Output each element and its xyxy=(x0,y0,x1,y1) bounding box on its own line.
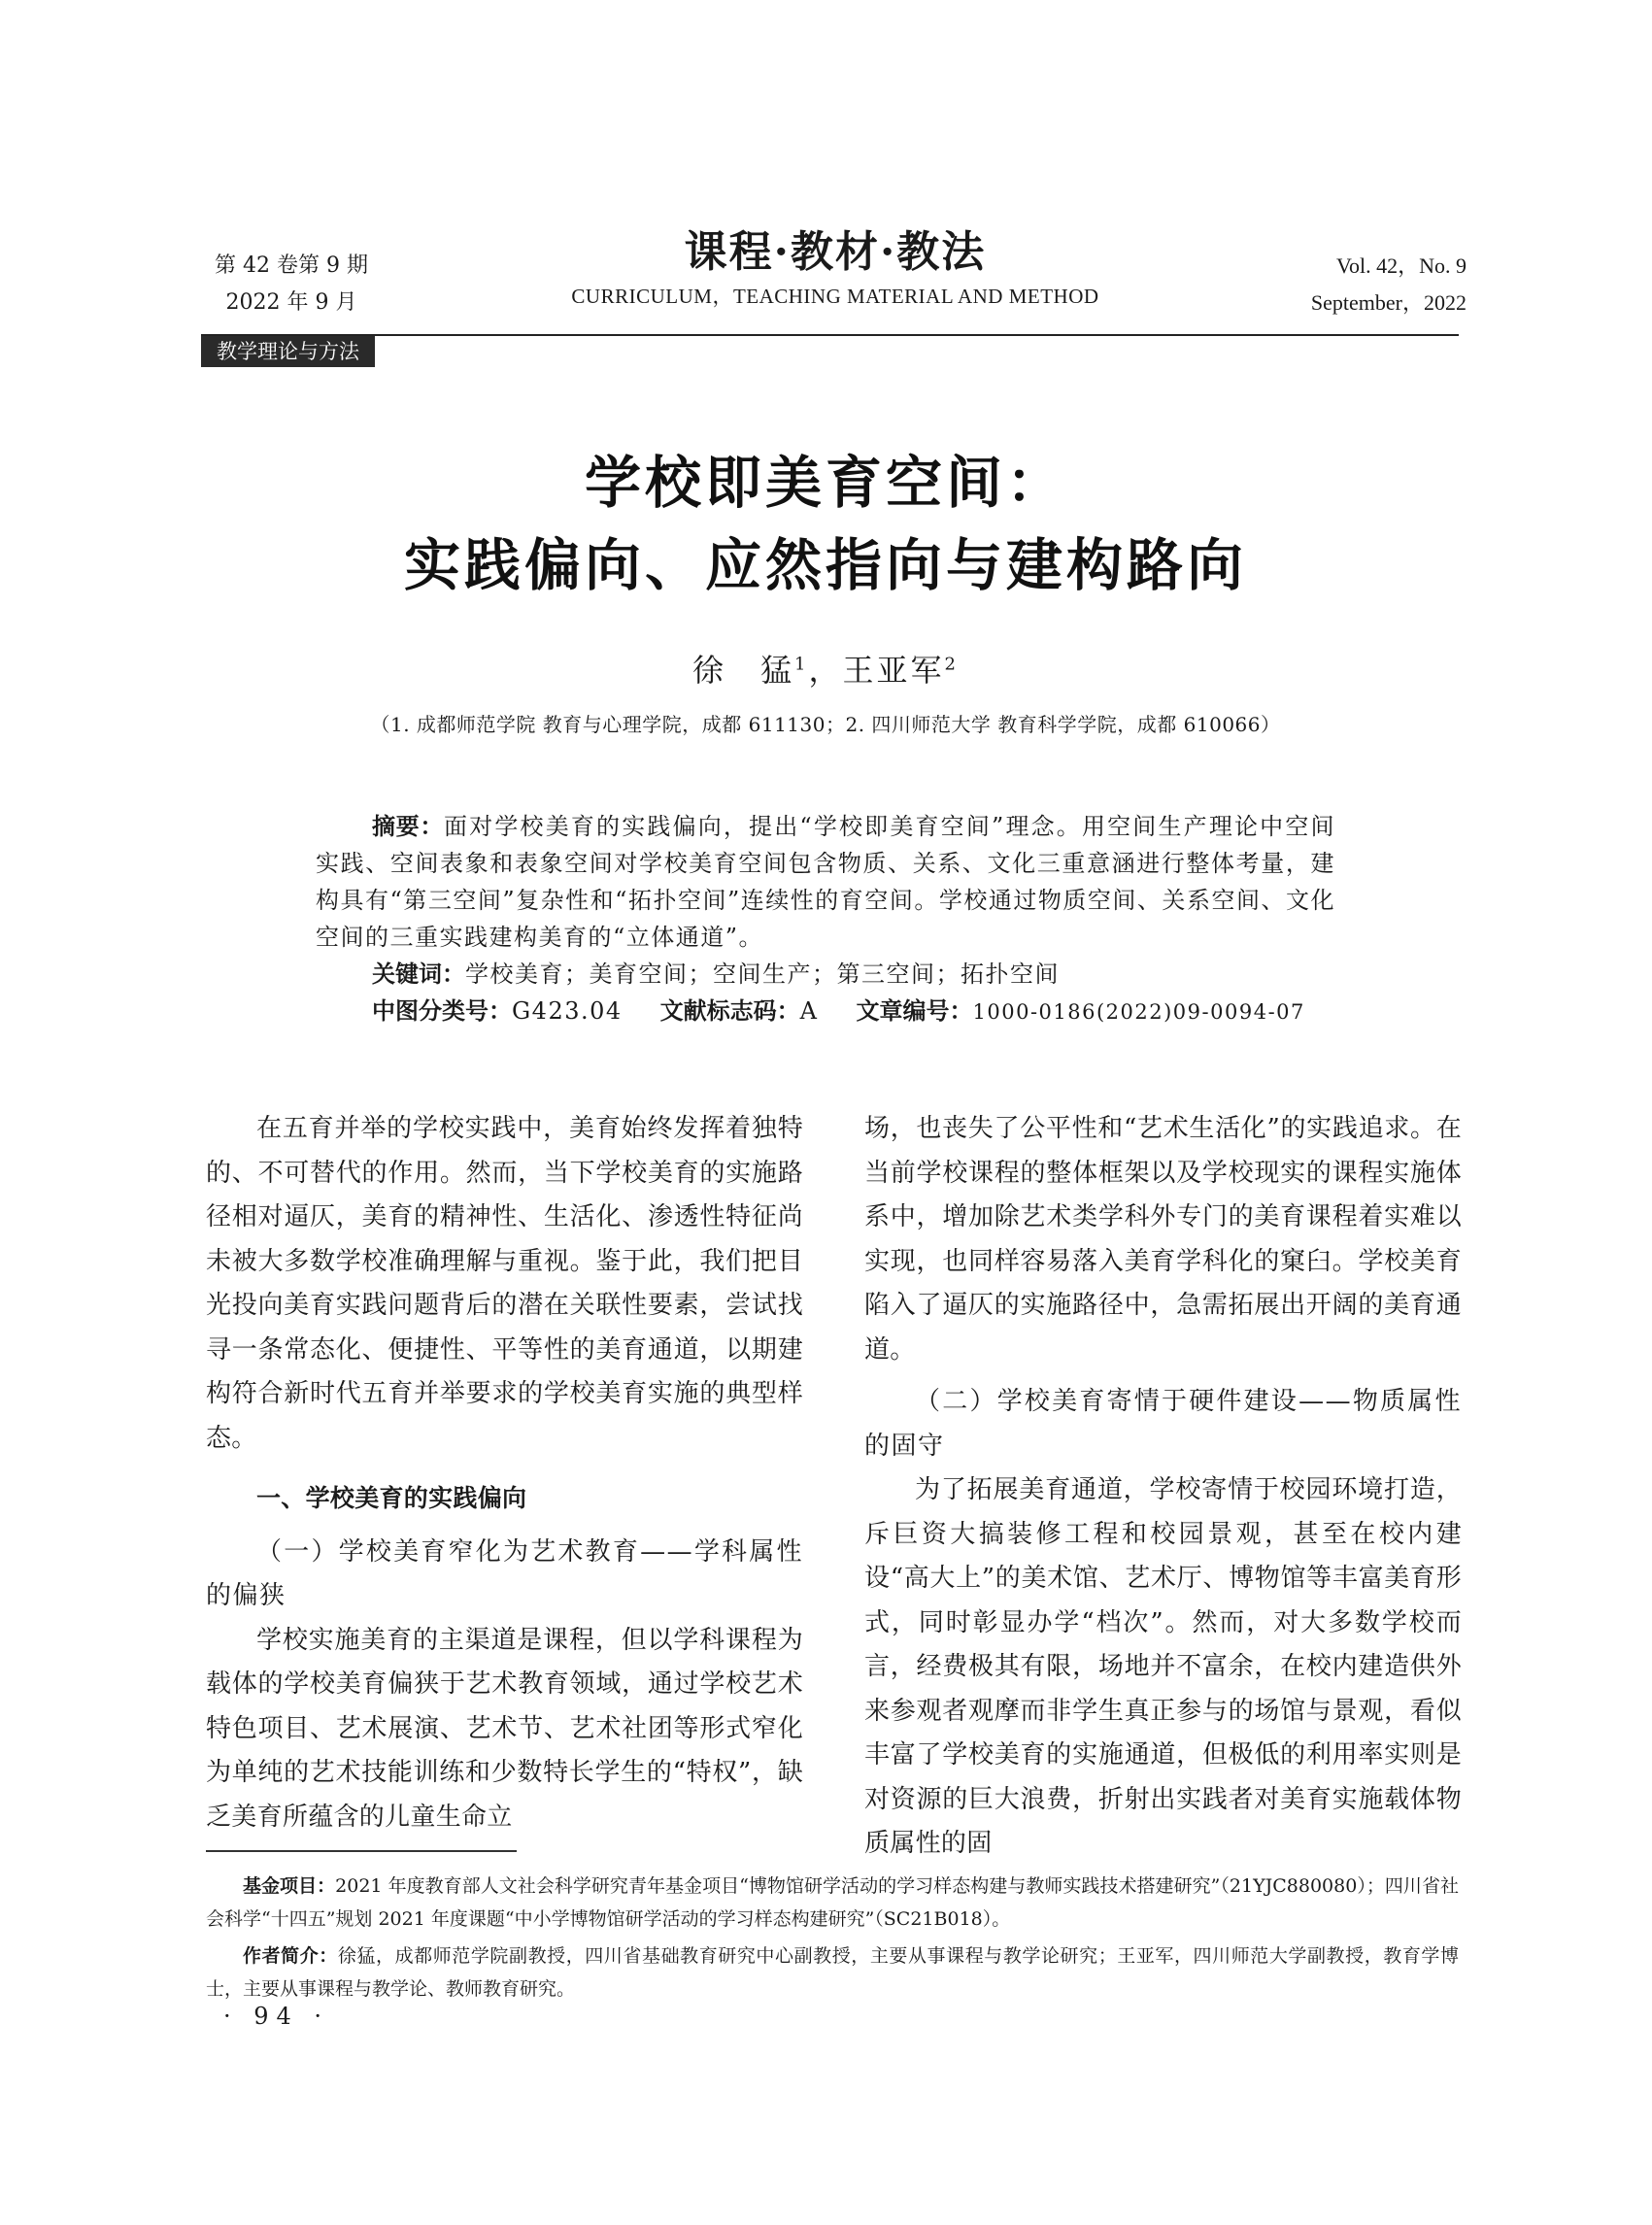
author-line xyxy=(146,646,1505,691)
body-column-right xyxy=(864,1107,1462,1867)
footnote-divider xyxy=(206,1850,517,1852)
author-bio-note xyxy=(206,1939,1459,2006)
subsection-heading: （一）学校美育窄化为艺术教育——学科属性的偏狭 xyxy=(206,1536,803,1610)
doc-code-value: A xyxy=(799,997,819,1025)
section-heading: 一、学校美育的实践偏向 xyxy=(256,1484,527,1512)
subsection-heading: （二）学校美育寄情于硬件建设——物质属性的固守 xyxy=(864,1387,1462,1461)
volume-en: Vol. 42，No. 9 xyxy=(1335,253,1467,278)
author-2: 王亚军 xyxy=(842,652,945,689)
funding-note xyxy=(206,1870,1459,1936)
article-title-line1: 学校即美育空间： xyxy=(584,450,1066,516)
body-column-left xyxy=(206,1107,803,1839)
clc-value: G423.04 xyxy=(512,997,623,1025)
keywords-line xyxy=(316,956,1335,993)
author-1-affil-mark: 1 xyxy=(794,654,809,675)
author-2-affil-mark: 2 xyxy=(944,654,959,675)
journal-name-cn: 课程·教材·教法 xyxy=(684,227,987,277)
abstract-paragraph xyxy=(316,808,1335,956)
header-volume-block xyxy=(189,248,393,321)
article-title-line2: 实践偏向、应然指向与建构路向 xyxy=(403,532,1247,598)
abstract-text: 面对学校美育的实践偏向，提出“学校即美育空间”理念。用空间生产理论中空间实践、空间表象和表象空间对学校美育空间包含物质、关系、文化三重意涵进行整体考量，建构具有“第三空间”复杂性和“拓扑空间”连续性的育空间。学校通过物质空间、关系空间、文化空间的三重实践建构美育的“立体通道”。 xyxy=(316,813,1335,951)
journal-masthead xyxy=(505,225,1165,313)
page-number: · 94 · xyxy=(223,2003,330,2030)
author-bio-label: 作者简介： xyxy=(243,1945,338,1967)
body-paragraph: 为了拓展美育通道，学校寄情于校园环境打造，斥巨资大搞装修工程和校园景观，甚至在校内建设“高大上”的美术馆、艺术厅、博物馆等丰富美育形式，同时彰显办学“档次”。然而，对大多数学校而言，经费极其有限，场地并不富余，在校内建造供外来参观者观摩而非学生真正参与的场馆与景观，看似丰富了学校美育的实施通道，但极低的利用率实则是对资源的巨大浪费，折射出实践者对美育实施载体物质属性的固 xyxy=(864,1475,1462,1858)
section-tag: 教学理论与方法 xyxy=(201,336,375,367)
header-volume-en-block xyxy=(1233,248,1467,321)
author-1: 徐 猛 xyxy=(692,652,795,689)
date-en: September，2022 xyxy=(1310,290,1467,315)
author-bio-text: 徐猛，成都师范学院副教授，四川省基础教育研究中心副教授，主要从事课程与教学论研究；王亚军，四川师范大学副教授，教育学博士，主要从事课程与教学论、教师教育研究。 xyxy=(206,1945,1459,2000)
abstract-label: 摘要： xyxy=(372,813,445,840)
body-paragraph: 场，也丧失了公平性和“艺术生活化”的实践追求。在当前学校课程的整体框架以及学校现实的课程实施体系中，增加除艺术类学科外专门的美育课程着实难以实现，也同样容易落入美育学科化的窠臼。学校美育陷入了逼仄的实施路径中，急需拓展出开阔的美育通道。 xyxy=(864,1114,1462,1365)
keywords-text: 学校美育；美育空间；空间生产；第三空间；拓扑空间 xyxy=(465,961,1060,988)
article-no-label: 文章编号： xyxy=(856,997,973,1025)
date-cn: 2022 年 9 月 xyxy=(225,290,357,315)
classification-line xyxy=(316,993,1335,1030)
body-paragraph: 在五育并举的学校实践中，美育始终发挥着独特的、不可替代的作用。然而，当下学校美育的实施路径相对逼仄，美育的精神性、生活化、渗透性特征尚未被大多数学校准确理解与重视。鉴于此，我们把目光投向美育实践问题背后的潜在关联性要素，尝试找寻一条常态化、便捷性、平等性的美育通道，以期建构符合新时代五育并举要求的学校美育实施的典型样态。 xyxy=(206,1114,803,1453)
author-separator: ， xyxy=(808,652,843,689)
journal-name-en: CURRICULUM，TEACHING MATERIAL AND METHOD xyxy=(571,285,1099,308)
body-paragraph: 学校实施美育的主渠道是课程，但以学科课程为载体的学校美育偏狭于艺术教育领域，通过学校艺术特色项目、艺术展演、艺术节、艺术社团等形式窄化为单纯的艺术技能训练和少数特长学生的“特权”，缺乏美育所蕴含的儿童生命立 xyxy=(206,1625,803,1832)
funding-text: 2021 年度教育部人文社会科学研究青年基金项目“博物馆研学活动的学习样态构建与教师实践技术搭建研究”（21YJC880080）；四川省社会科学“十四五”规划 2021 年度课题“中小学博物馆研学活动的学习样态构建研究”（SC21B018）。 xyxy=(206,1875,1459,1930)
affiliations: （1. 成都师范学院 教育与心理学院，成都 611130；2. 四川师范大学 教育科学学院，成都 610066） xyxy=(370,713,1281,736)
clc-label: 中图分类号： xyxy=(372,997,512,1025)
footnotes xyxy=(206,1870,1459,2009)
volume-issue: 第 42 卷第 9 期 xyxy=(215,253,368,278)
doc-code-label: 文献标志码： xyxy=(659,997,800,1025)
header-divider xyxy=(201,334,1459,336)
keywords-label: 关键词： xyxy=(372,961,465,988)
funding-label: 基金项目： xyxy=(243,1875,336,1897)
abstract-block xyxy=(316,808,1335,1030)
article-no-value: 1000-0186(2022)09-0094-07 xyxy=(972,1000,1305,1024)
